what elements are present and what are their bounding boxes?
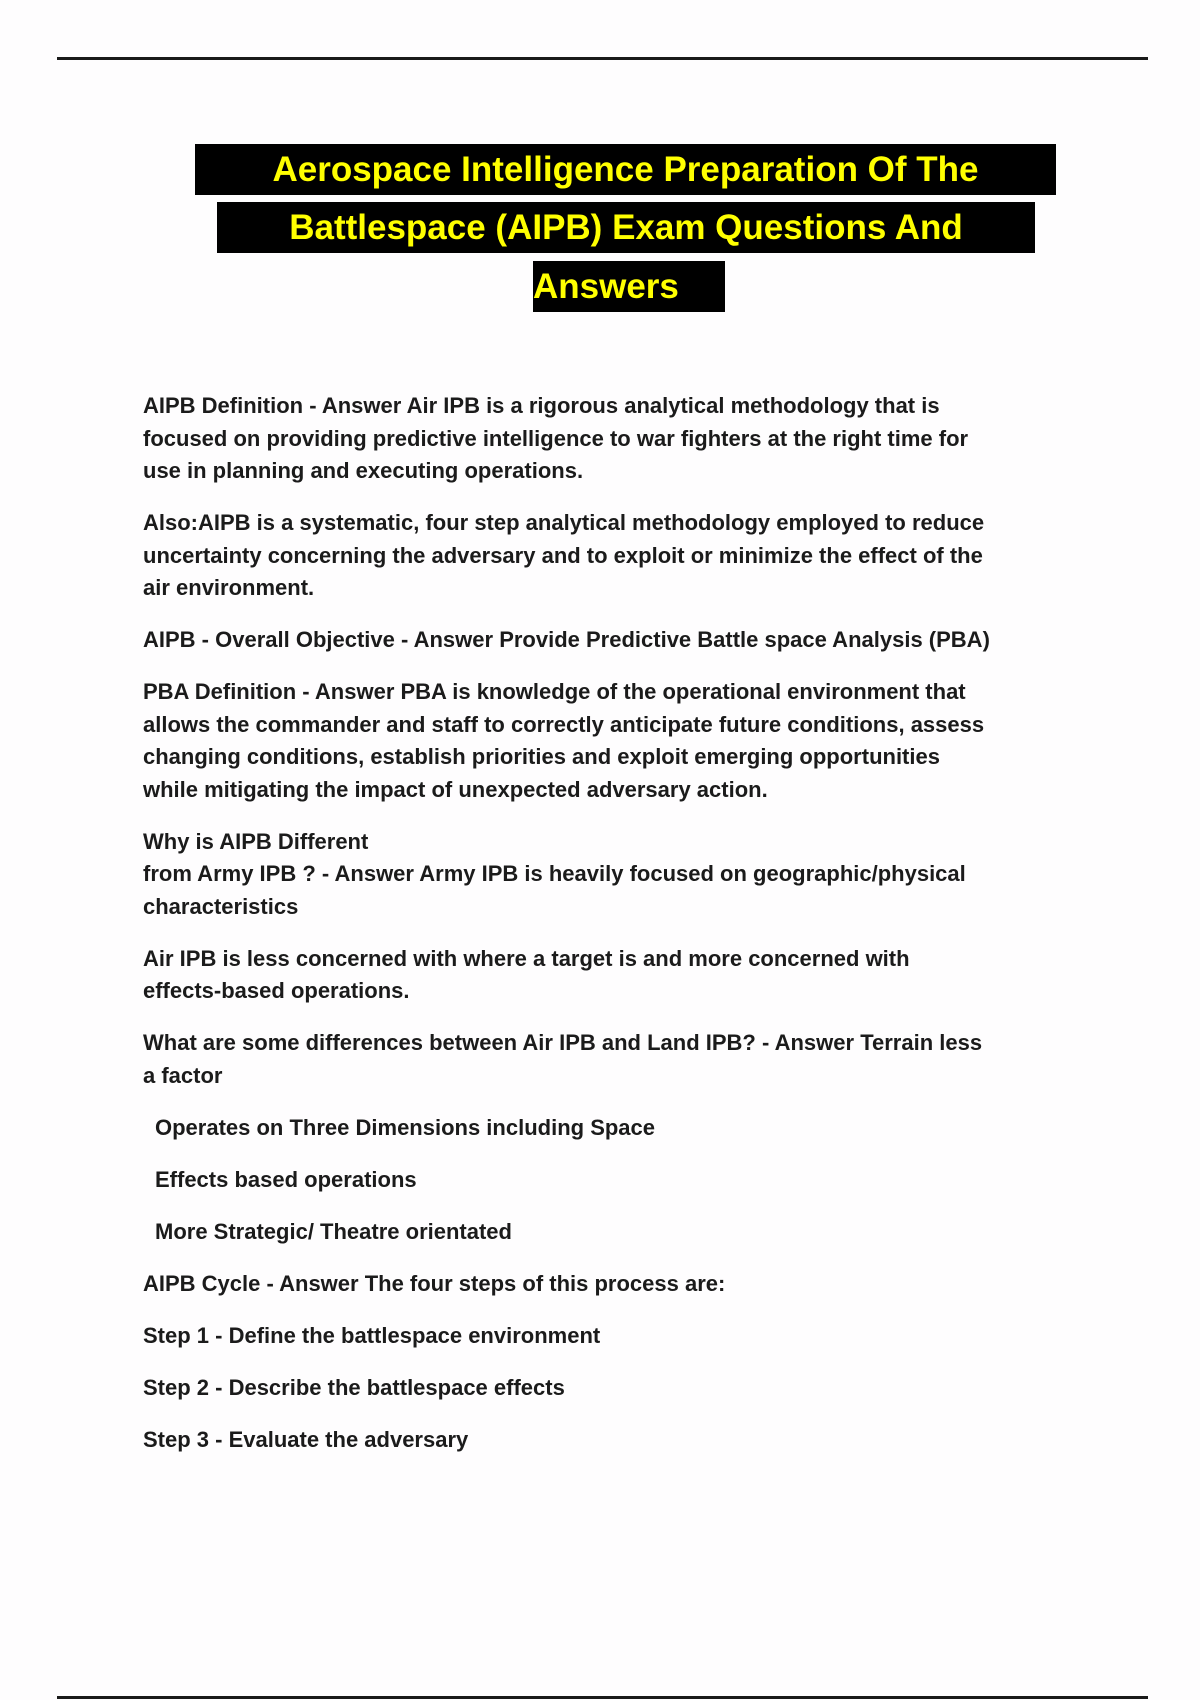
text-line: a factor	[143, 1062, 223, 1088]
text-line: characteristics	[143, 893, 299, 919]
indented-item	[143, 1164, 1103, 1197]
text-line: from Army IPB ? - Answer Army IPB is heavily focused on geographic/physical	[143, 861, 966, 886]
qa-paragraph	[143, 1424, 1103, 1457]
title-line-3: Answers	[533, 261, 725, 312]
text-line: air environment.	[143, 575, 315, 600]
bottom-rule	[57, 1696, 1148, 1699]
qa-paragraph	[143, 1320, 1103, 1353]
document-body	[143, 390, 1103, 1476]
text-line: Step 1 - Define the battlespace environment	[143, 1322, 601, 1348]
text-line: while mitigating the impact of unexpected adversary action.	[143, 776, 768, 802]
qa-paragraph	[143, 1027, 1103, 1092]
text-line: uncertainty concerning the adversary and to exploit or minimize the effect of the	[143, 542, 983, 568]
qa-paragraph	[143, 1268, 1103, 1301]
text-line: changing conditions, establish priorities and exploit emerging opportunities	[143, 744, 940, 769]
text-line: AIPB Cycle - Answer The four steps of this process are:	[143, 1270, 726, 1296]
text-line: Effects based operations	[155, 1166, 417, 1192]
text-line: More Strategic/ Theatre orientated	[155, 1218, 512, 1244]
text-line: Step 3 - Evaluate the adversary	[143, 1426, 469, 1452]
qa-paragraph	[143, 943, 1103, 1008]
text-line: What are some differences between Air IPB and Land IPB? - Answer Terrain less	[143, 1030, 983, 1055]
text-line: effects-based operations.	[143, 978, 410, 1003]
indented-item	[143, 1112, 1103, 1145]
top-rule	[57, 57, 1148, 60]
text-line: Air IPB is less concerned with where a target is and more concerned with	[143, 945, 910, 971]
text-line: Step 2 - Describe the battlespace effects	[143, 1374, 565, 1400]
qa-paragraph	[143, 1372, 1103, 1405]
qa-paragraph	[143, 390, 1103, 488]
text-line: AIPB - Overall Objective - Answer Provide Predictive Battle space Analysis (PBA)	[143, 627, 990, 652]
text-line: Also:AIPB is a systematic, four step analytical methodology employed to reduce	[143, 510, 985, 535]
qa-paragraph	[143, 507, 1103, 605]
text-line: AIPB Definition - Answer Air IPB is a rigorous analytical methodology that is	[143, 393, 940, 418]
qa-paragraph	[143, 826, 1103, 924]
qa-paragraph	[143, 624, 1103, 657]
text-line: use in planning and executing operations.	[143, 458, 584, 483]
indented-item	[143, 1216, 1103, 1249]
text-line: Operates on Three Dimensions including Space	[155, 1114, 656, 1140]
text-line: Why is AIPB Different	[143, 828, 369, 854]
text-line: allows the commander and staff to correctly anticipate future conditions, assess	[143, 711, 985, 737]
title-line-2: Battlespace (AIPB) Exam Questions And	[217, 202, 1035, 253]
title-line-1: Aerospace Intelligence Preparation Of The	[195, 144, 1056, 195]
text-line: PBA Definition - Answer PBA is knowledge of the operational environment that	[143, 679, 966, 704]
qa-paragraph	[143, 676, 1103, 806]
text-line: focused on providing predictive intelligence to war fighters at the right time for	[143, 425, 969, 451]
